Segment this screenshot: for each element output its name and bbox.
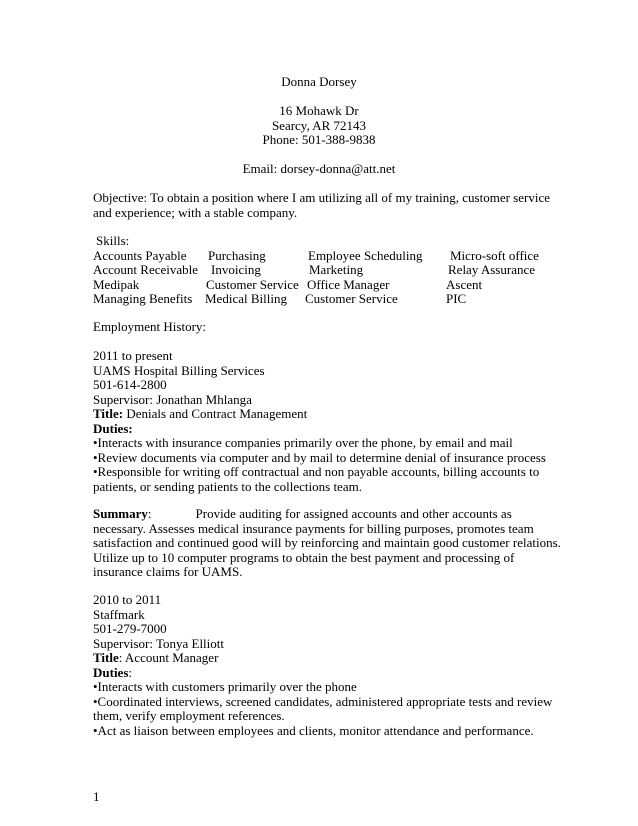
- duties-label-text: Duties: [93, 664, 129, 680]
- duties-label: [93, 666, 553, 681]
- duty-line: •Interacts with insurance companies primarily over the phone, by email and mail: [93, 435, 513, 450]
- skill-item: Invoicing: [211, 262, 261, 277]
- job-phone: 501-614-2800: [93, 377, 167, 392]
- duties-label: [93, 422, 553, 437]
- duty-line: •Responsible for writing off contractual and non payable accounts, billing accounts to: [93, 464, 540, 479]
- skills-row: [93, 263, 553, 278]
- skill-item: Account Receivable: [93, 262, 199, 277]
- job-title-label: Title:: [93, 406, 124, 421]
- duty-line: them, verify employment references.: [93, 708, 285, 723]
- skill-item: Ascent: [446, 276, 483, 292]
- job-entry-1: [93, 349, 553, 494]
- summary-line: necessary. Assesses medical insurance payments for billing purposes, promotes team: [93, 520, 534, 536]
- skill-item: PIC: [446, 291, 467, 306]
- skills-row: [93, 249, 553, 264]
- summary-colon: :: [147, 506, 152, 521]
- email-line: Email: dorsey-donna@att.net: [242, 161, 396, 176]
- summary-section: [93, 506, 561, 580]
- duty-line: patients, or sending patients to the collections team.: [93, 478, 362, 494]
- objective-section: [93, 191, 553, 220]
- job-supervisor: Supervisor: Tonya Elliott: [93, 635, 225, 651]
- job-company: Staffmark: [93, 606, 145, 622]
- summary-line: satisfaction and continued good will by reinforcing and maintain good customer relations.: [93, 535, 561, 550]
- duty-line: •Coordinated interviews, screened candidates, administered appropriate tests and review: [93, 693, 553, 709]
- employment-history-title: Employment History:: [93, 319, 207, 334]
- skill-item: Employee Scheduling: [308, 247, 423, 263]
- duty-line: •Interacts with customers primarily over the phone: [93, 679, 357, 694]
- skills-title: Skills:: [96, 233, 130, 248]
- address-line-2: Searcy, AR 72143: [271, 117, 367, 133]
- skills-section: [93, 234, 553, 307]
- skill-item: Customer Service: [305, 291, 398, 306]
- summary-line: Utilize up to 10 computer programs to obtain the best payment and processing of: [93, 549, 515, 565]
- phone-line: Phone: 501-388-9838: [262, 132, 376, 147]
- summary-label: Summary: [93, 506, 148, 521]
- job-company: UAMS Hospital Billing Services: [93, 362, 265, 378]
- job-supervisor: Supervisor: Jonathan Mhlanga: [93, 391, 252, 407]
- skill-item: Managing Benefits: [93, 291, 193, 306]
- page-number: 1: [93, 789, 100, 804]
- duties-label-text: Duties:: [93, 420, 133, 436]
- skills-row: [93, 278, 553, 293]
- skill-item: Purchasing: [208, 247, 266, 263]
- job-title: [93, 407, 553, 422]
- summary-text: Provide auditing for assigned accounts and other accounts as: [195, 506, 512, 521]
- skill-item: Accounts Payable: [93, 247, 187, 263]
- objective-line: Objective: To obtain a position where I am utilizing all of my training, customer service: [93, 190, 550, 205]
- skill-item: Customer Service: [206, 276, 299, 292]
- job-title-label: Title: [93, 650, 119, 665]
- job-entry-2: [93, 593, 553, 738]
- job-phone: 501-279-7000: [93, 621, 167, 636]
- job-title-value: Denials and Contract Management: [126, 406, 308, 421]
- skill-item: Medical Billing: [205, 291, 287, 306]
- objective-line: and experience; with a stable company.: [93, 204, 298, 220]
- job-dates: 2011 to present: [93, 348, 173, 363]
- job-title-value: : Account Manager: [118, 650, 219, 665]
- duty-line: •Act as liaison between employees and clients, monitor attendance and performance.: [93, 722, 534, 738]
- duties-colon: :: [128, 664, 133, 680]
- summary-first-line: [93, 507, 553, 522]
- job-dates: 2010 to 2011: [93, 592, 162, 607]
- skill-item: Marketing: [309, 262, 364, 277]
- skill-item: Micro-soft office: [450, 247, 539, 263]
- name-heading: Donna Dorsey: [281, 74, 357, 89]
- skill-item: Relay Assurance: [448, 262, 536, 277]
- job-title: [93, 651, 553, 666]
- duty-line: •Review documents via computer and by mail to determine denial of insurance process: [93, 449, 546, 465]
- skill-item: Office Manager: [307, 276, 390, 292]
- skills-row: [93, 292, 553, 307]
- address-line-1: 16 Mohawk Dr: [279, 103, 359, 118]
- skill-item: Medipak: [93, 276, 140, 292]
- summary-line: insurance claims for UAMS.: [93, 564, 243, 579]
